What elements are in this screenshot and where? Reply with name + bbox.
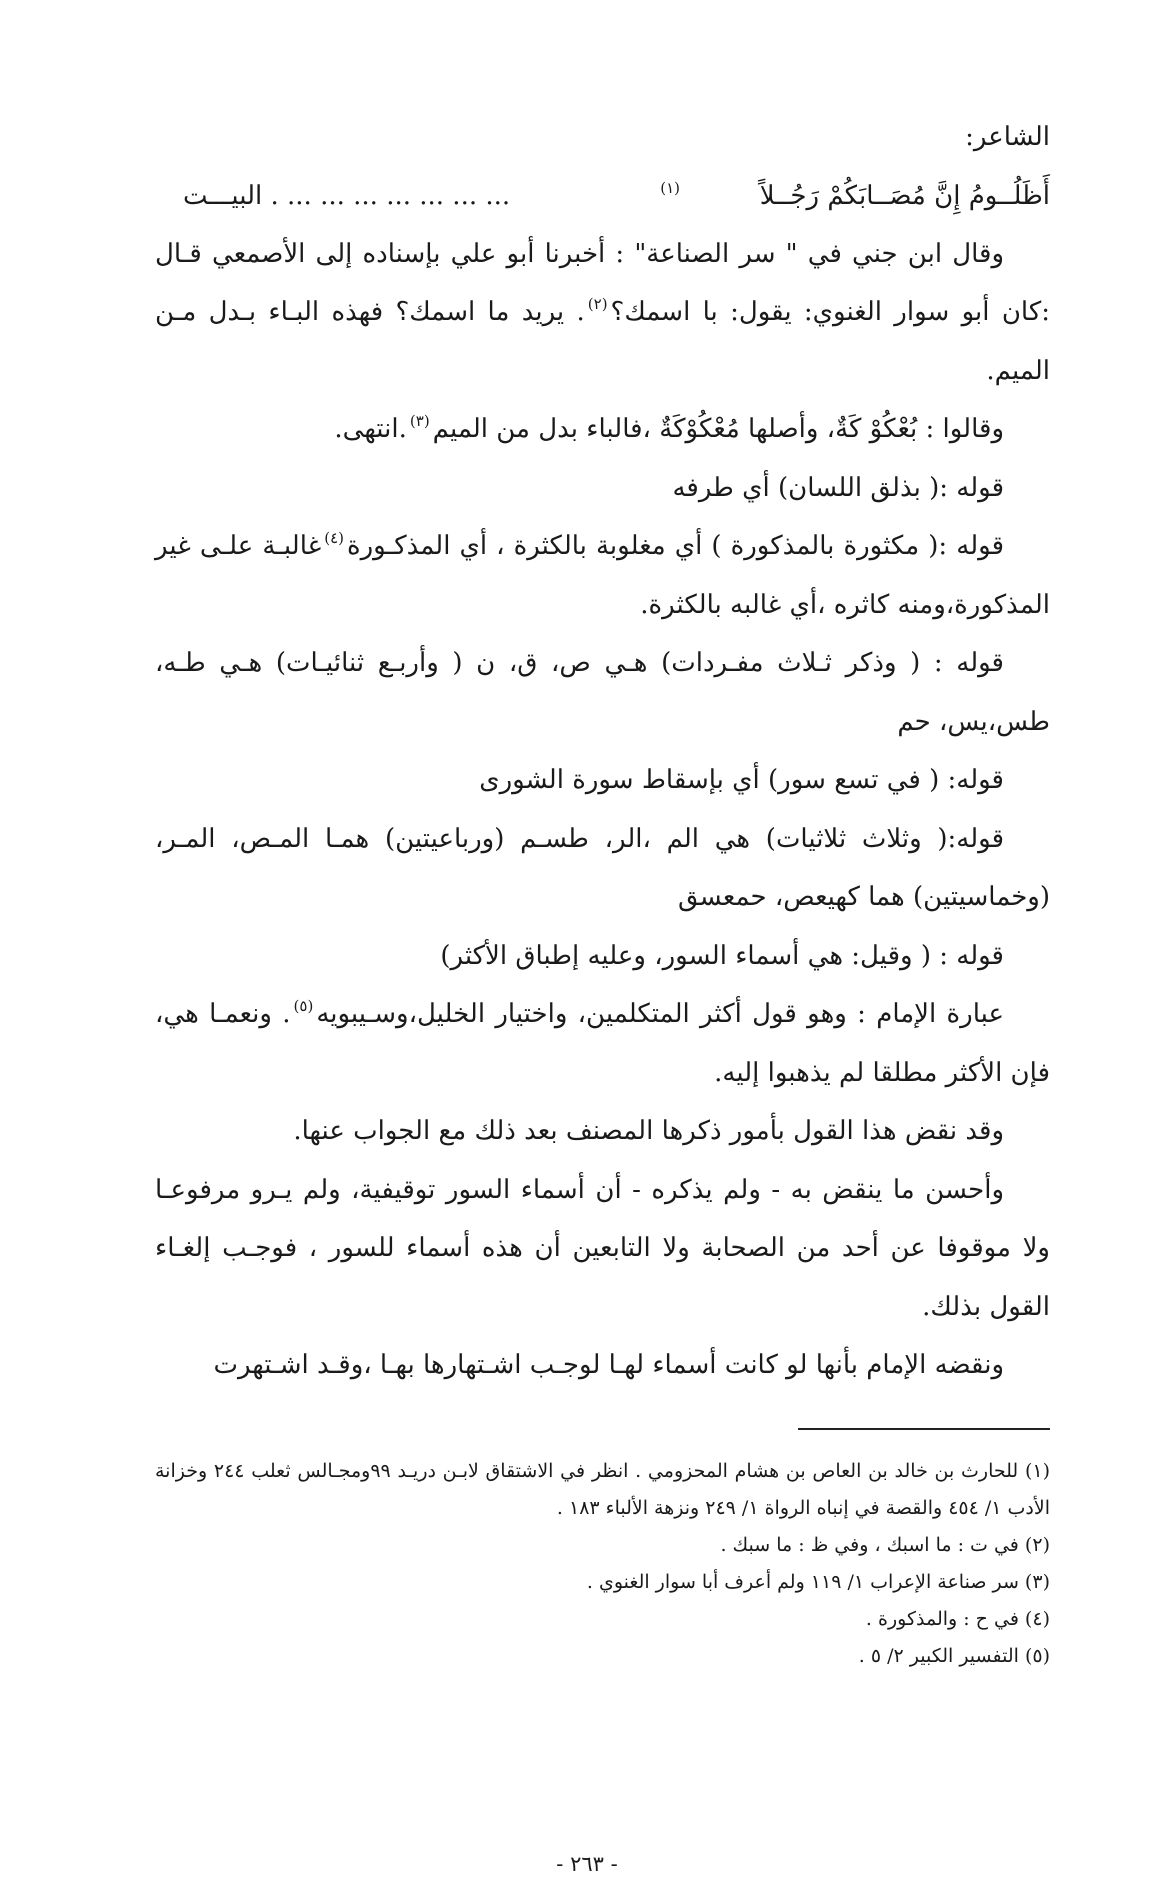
footnote-3: (٣) سر صناعة الإعراب ١/ ١١٩ ولم أعرف أبا سوار الغنوي . (586, 1571, 1050, 1593)
paragraph-maktura (155, 517, 1050, 634)
paragraph-text: وقالوا : بُعْكُوْ كَةٌ، وأصلها مُعْكُوْكَةٌ ،فالباء بدل من الميم (432, 414, 1004, 444)
paragraph-dhalaq: قوله :( بذلق اللسان) أي طرفه (672, 472, 1004, 503)
paragraph-text: قوله :( مكثورة بالمذكورة ) أي مغلوبة بالكثرة ، أي المذكـورة (347, 531, 1004, 561)
poetry-verse (155, 167, 1050, 225)
footnote-2: (٢) في ت : ما اسبك ، وفي ظ : ما سبك . (720, 1534, 1050, 1556)
footnote-marker-3: (٣) (409, 412, 430, 430)
paragraph-naqd: وقد نقض هذا القول بأمور ذكرها المصنف بعد ذلك مع الجواب عنها. (293, 1116, 1004, 1146)
verse-first-hemistich: أَظَلُــومُ إِنَّ مُصَــابَكُمْ رَجُــلاً (759, 180, 1050, 211)
paragraph-ibn-jinni (155, 225, 1050, 401)
paragraph-bukuka (155, 400, 1050, 459)
paragraph-mufradat: قوله : ( وذكر ثـلاث مفـردات) هـي ص، ق، ن ( وأربـع ثنائيـات) هـي طـه، طس،يس، حم (155, 648, 1050, 737)
footnote-marker-4: (٤) (324, 529, 344, 547)
paragraph-naqdahu: ونقضه الإمام بأنها لو كانت أسماء لهـا لوجـب اشـتهارها بهـا ،وقـد اشـتهرت (213, 1350, 1004, 1380)
footnote-1: (١) للحارث بن خالد بن العاص بن هشام المحزومي . انظر في الاشتقاق لابـن دريـد ٩٩ومجـالس ثعلب ٢٤٤ وخزانة الأدب ١/ ٤٥٤ والقصة في إنباه الرواة ١/ ٢٤٩ ونزهة الألباء ١٨٣ . (155, 1460, 1050, 1519)
verse-second-hemistich: ... ... ... ... ... ... ... . البيـــت (183, 180, 511, 211)
page-number: - ٢٦٣ - (556, 1852, 618, 1876)
paragraph-tis-suwar: قوله: ( في تسع سور) أي بإسقاط سورة الشورى (479, 765, 1004, 795)
paragraph-text: وقال ابن جني في " سر الصناعة" : أخبرنا أبو علي بإسناده إلى الأصمعي قـال :كان أبو سوار الغنوي: يقول: با اسمك؟ (155, 238, 1050, 327)
paragraph-ibarat-imam (155, 985, 1050, 1102)
paragraph-ahsan: وأحسن ما ينقض به - ولم يذكره - أن أسماء السور توقيفية، ولم يـرو مرفوعـا ولا موقوفا عن أحد من الصحابة ولا التابعين أن هذه أسماء للسور ، فوجـب إلغـاء القول بذلك. (155, 1174, 1050, 1322)
main-text (155, 108, 1050, 1395)
paragraph-text: .انتهى. (334, 414, 407, 444)
footnote-4: (٤) في ح : والمذكورة . (865, 1608, 1050, 1630)
paragraph-text: غالبـة علـى غير المذكورة،ومنه كاثره ،أي غالبه بالكثرة. (155, 531, 1050, 620)
footnote-separator (798, 1428, 1050, 1430)
poet-heading: الشاعر: (965, 122, 1050, 152)
footnote-marker-5: (٥) (293, 997, 314, 1015)
paragraph-asma-suwar: قوله : ( وقيل: هي أسماء السور، وعليه إطباق الأكثر) (440, 940, 1004, 971)
paragraph-text: عبارة الإمام : وهو قول أكثر المتكلمين، واختيار الخليل،وسـيبويه (316, 999, 1004, 1029)
footnote-5: (٥) التفسير الكبير ٢/ ٥ . (858, 1645, 1050, 1667)
paragraph-text: . يريد ما اسمك؟ فهذه البـاء بـدل مـن الميم. (155, 297, 1050, 386)
paragraph-text: . ونعمـا هي، فإن الأكثر مطلقا لم يذهبوا إليه. (155, 999, 1050, 1088)
footnote-marker-2: (٢) (587, 295, 608, 313)
footnote-marker-1: (١) (660, 178, 680, 197)
paragraph-thulathiyyat: قوله:( وثلاث ثلاثيات) هي الم ،الر، طسـم (ورباعيتين) همـا المـص، المـر، (وخماسيتين) هما كهيعص، حمعسق (155, 823, 1050, 912)
footnotes (155, 1453, 1050, 1675)
